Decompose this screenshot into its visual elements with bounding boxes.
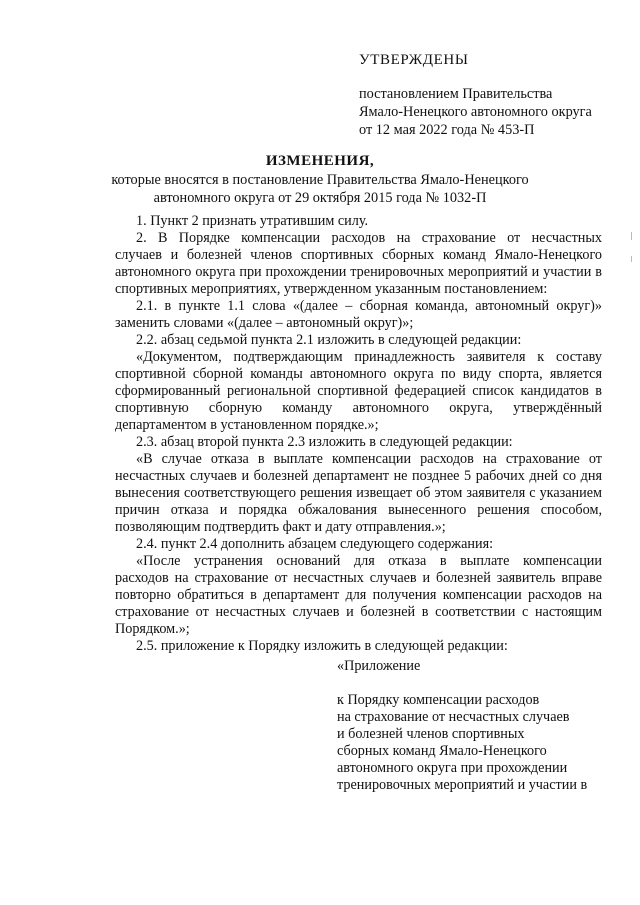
appendix-line: к Порядку компенсации расходов [337,692,540,708]
appendix-line: сборных команд Ямало-Ненецкого [337,743,547,759]
body-line: спортивной сборной команды автономного округа по виду спорта, является [115,366,602,382]
body-line: спортивных мероприятиях, утвержденном указанным постановлением: [115,281,548,297]
body-line: 1. Пункт 2 признать утратившим силу. [136,213,369,229]
body-line: автономного округа при прохождении тренировочных мероприятий и участии в [115,264,602,280]
body-line: сформированный региональной спортивной федерацией список кандидатов в [115,383,602,399]
appendix-heading: «Приложение [337,658,421,674]
body-line: 2. В Порядке компенсации расходов на страхование от несчастных [136,230,602,246]
body-line: причин отказа и порядка обжалования вынесенного решения способом, [115,502,602,518]
body-line: Порядком.»; [115,621,190,637]
body-line: 2.3. абзац второй пункта 2.3 изложить в следующей редакции: [136,434,513,450]
body-line: вынесения соответствующего решения извещает об этом заявителя с указанием [115,485,602,501]
appendix-line: и болезней членов спортивных [337,726,525,742]
body-line: страхование от несчастных случаев и болезней в соответствии с настоящим [115,604,602,620]
document-subtitle-line: которые вносятся в постановление Правительства Ямало-Ненецкого [111,172,529,188]
approval-line: от 12 мая 2022 года № 453-П [359,122,535,138]
appendix-line: автономного округа при прохождении [337,760,568,776]
approval-line: постановлением Правительства [359,86,553,102]
body-line: расходов на страхование от несчастных случаев и болезней заявитель вправе [115,570,602,586]
body-line: несчастных случаев и болезней департамент не позднее 5 рабочих дней со дня [115,468,602,484]
body-line: заменить словами «(далее – автономный округ)»; [115,315,414,331]
appendix-line: на страхование от несчастных случаев [337,709,570,725]
approval-heading: УТВЕРЖДЕНЫ [359,52,469,68]
scan-artifact [631,256,632,262]
scan-artifact [631,232,632,240]
body-line: 2.5. приложение к Порядку изложить в следующей редакции: [136,638,508,654]
body-line: «После устранения оснований для отказа в выплате компенсации [136,553,602,569]
document-subtitle-line: автономного округа от 29 октября 2015 года № 1032-П [153,190,487,206]
body-line: департаментом в установленном порядке.»; [115,417,379,433]
body-line: 2.2. абзац седьмой пункта 2.1 изложить в следующей редакции: [136,332,522,348]
body-line: 2.4. пункт 2.4 дополнить абзацем следующего содержания: [136,536,494,552]
approval-line: Ямало-Ненецкого автономного округа [359,104,592,120]
document-title: ИЗМЕНЕНИЯ, [265,153,375,169]
body-line: 2.1. в пункте 1.1 слова «(далее – сборная команда, автономный округ)» [136,298,602,314]
body-line: повторно обратиться в департамент для получения компенсации расходов на [115,587,602,603]
body-line: «В случае отказа в выплате компенсации расходов на страхование от [136,451,602,467]
body-line: «Документом, подтверждающим принадлежность заявителя к составу [136,349,602,365]
appendix-line: тренировочных мероприятий и участии в [337,777,588,793]
body-line: случаев и болезней членов спортивных сборных команд Ямало-Ненецкого [115,247,602,263]
body-line: спортивную сборную команду автономного округа, утверждённый [115,400,602,416]
body-line: позволяющим подтвердить факт и дату отправления.»; [115,519,446,535]
